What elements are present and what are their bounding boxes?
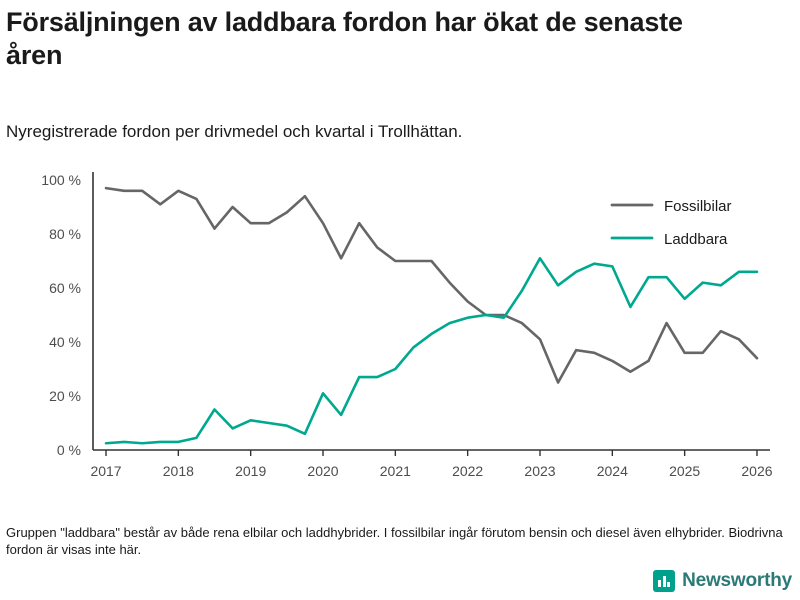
x-tick-label: 2020 <box>307 463 339 479</box>
line-chart <box>0 160 800 500</box>
x-tick-label: 2026 <box>741 463 773 479</box>
chart-subtitle: Nyregistrerade fordon per drivmedel och kvartal i Trollhättan. <box>6 122 463 141</box>
brand <box>653 570 792 592</box>
bar-chart-icon <box>653 570 675 592</box>
y-tick-label: 80 % <box>49 226 81 242</box>
y-tick-label: 40 % <box>49 334 81 350</box>
x-tick-label: 2021 <box>379 463 411 479</box>
x-tick-label: 2025 <box>669 463 701 479</box>
chart-container <box>0 160 800 500</box>
y-tick-label: 60 % <box>49 280 81 296</box>
brand-name: Newsworthy <box>682 570 792 591</box>
x-tick-label: 2022 <box>452 463 484 479</box>
x-tick-label: 2018 <box>162 463 194 479</box>
x-tick-label: 2023 <box>524 463 556 479</box>
y-tick-label: 100 % <box>41 172 81 188</box>
legend-label-fossilbilar: Fossilbilar <box>664 198 732 215</box>
legend-label-laddbara: Laddbara <box>664 231 728 248</box>
series-line-fossilbilar <box>106 188 757 382</box>
y-tick-label: 0 % <box>56 442 81 458</box>
y-tick-label: 20 % <box>49 388 81 404</box>
x-tick-label: 2024 <box>596 463 628 479</box>
x-tick-label: 2017 <box>90 463 122 479</box>
series-line-laddbara <box>106 258 757 443</box>
page-title: Försäljningen av laddbara fordon har ökat de senaste åren <box>6 7 683 70</box>
brand-bar <box>0 570 800 600</box>
chart-footnote: Gruppen "laddbara" består av både rena elbilar och laddhybrider. I fossilbilar ingår förutom bensin och diesel även elhybrider. Biodrivna fordon är visas inte här. <box>6 525 783 558</box>
x-tick-label: 2019 <box>235 463 267 479</box>
